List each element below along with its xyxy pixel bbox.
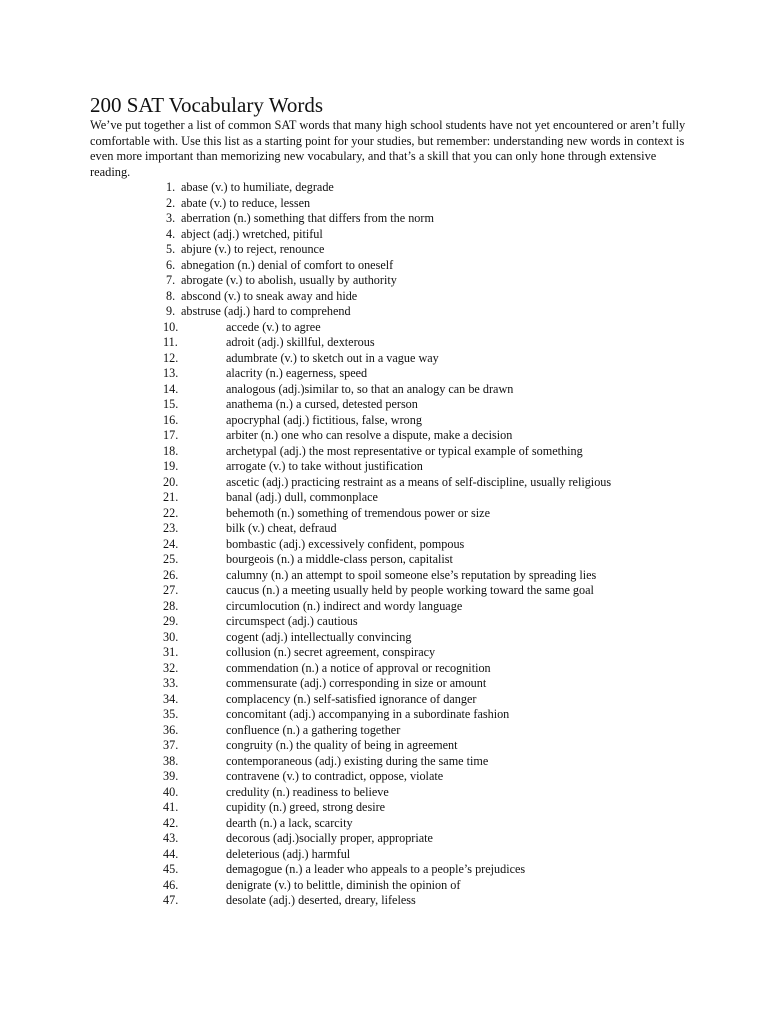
list-item-definition: complacency (n.) self-satisfied ignorance of danger bbox=[226, 691, 477, 706]
list-item-definition: cogent (adj.) intellectually convincing bbox=[226, 629, 412, 644]
list-item-number: 24. bbox=[163, 536, 179, 551]
list-item-number: 1. bbox=[166, 180, 176, 194]
list-item-definition: concomitant (adj.) accompanying in a subordinate fashion bbox=[226, 707, 510, 721]
list-item-number: 39. bbox=[163, 769, 179, 783]
list-item-definition: bombastic (adj.) excessively confident, pompous bbox=[226, 536, 465, 551]
list-item-definition: confluence (n.) a gathering together bbox=[226, 722, 401, 737]
list-item-number: 47. bbox=[163, 893, 179, 907]
list-item-number: 35. bbox=[163, 707, 179, 721]
list-item-definition: contemporaneous (adj.) existing during the same time bbox=[226, 753, 489, 768]
list-item-definition: accede (v.) to agree bbox=[226, 319, 321, 334]
list-item-number: 44. bbox=[163, 846, 179, 861]
list-item-number: 37. bbox=[163, 738, 179, 752]
list-item-definition: abstruse (adj.) hard to comprehend bbox=[181, 304, 351, 318]
list-item-number: 2. bbox=[166, 195, 176, 210]
list-item-definition: dearth (n.) a lack, scarcity bbox=[226, 815, 353, 830]
list-item-definition: abnegation (n.) denial of comfort to oneself bbox=[181, 257, 394, 272]
list-item-definition: credulity (n.) readiness to believe bbox=[226, 784, 389, 799]
list-item-definition: demagogue (n.) a leader who appeals to a people’s prejudices bbox=[226, 862, 526, 876]
list-item-number: 3. bbox=[166, 211, 176, 225]
list-item-number: 15. bbox=[163, 397, 179, 411]
list-item-number: 22. bbox=[163, 505, 179, 520]
list-item-number: 46. bbox=[163, 877, 179, 892]
list-item-definition: apocryphal (adj.) fictitious, false, wrong bbox=[226, 412, 422, 427]
list-item-number: 10. bbox=[163, 319, 179, 334]
list-item-definition: ascetic (adj.) practicing restraint as a means of self-discipline, usually religious bbox=[226, 474, 612, 489]
list-item-definition: abjure (v.) to reject, renounce bbox=[181, 242, 325, 256]
document-title: 200 SAT Vocabulary Words bbox=[90, 93, 324, 117]
list-item-definition: circumlocution (n.) indirect and wordy language bbox=[226, 598, 463, 613]
list-item-number: 11. bbox=[163, 335, 178, 349]
list-item-definition: abate (v.) to reduce, lessen bbox=[181, 195, 311, 210]
list-item-definition: denigrate (v.) to belittle, diminish the opinion of bbox=[226, 877, 461, 892]
list-item-definition: circumspect (adj.) cautious bbox=[226, 614, 358, 628]
list-item-number: 19. bbox=[163, 459, 179, 473]
list-item-number: 34. bbox=[163, 691, 179, 706]
list-item-definition: arbiter (n.) one who can resolve a dispute, make a decision bbox=[226, 428, 513, 442]
list-item-number: 8. bbox=[166, 288, 176, 303]
list-item-number: 25. bbox=[163, 552, 179, 566]
list-item-definition: analogous (adj.)similar to, so that an analogy can be drawn bbox=[226, 381, 514, 396]
list-item-definition: abase (v.) to humiliate, degrade bbox=[181, 180, 334, 194]
list-item-definition: adumbrate (v.) to sketch out in a vague way bbox=[226, 350, 439, 365]
list-item-number: 6. bbox=[166, 257, 176, 272]
list-item-definition: anathema (n.) a cursed, detested person bbox=[226, 397, 418, 411]
list-item-definition: archetypal (adj.) the most representative or typical example of something bbox=[226, 443, 583, 458]
list-item-number: 38. bbox=[163, 753, 179, 768]
list-item-definition: arrogate (v.) to take without justification bbox=[226, 459, 423, 473]
list-item-number: 41. bbox=[163, 800, 179, 814]
list-item-number: 42. bbox=[163, 815, 179, 830]
list-item-definition: decorous (adj.)socially proper, appropriate bbox=[226, 831, 433, 845]
list-item-number: 23. bbox=[163, 521, 179, 535]
list-item-definition: deleterious (adj.) harmful bbox=[226, 846, 351, 861]
list-item-number: 33. bbox=[163, 676, 179, 690]
list-item-number: 45. bbox=[163, 862, 179, 876]
list-item-number: 14. bbox=[163, 381, 179, 396]
list-item-definition: contravene (v.) to contradict, oppose, violate bbox=[226, 769, 444, 783]
list-item-definition: commendation (n.) a notice of approval or recognition bbox=[226, 660, 491, 675]
list-item-definition: abscond (v.) to sneak away and hide bbox=[181, 288, 358, 303]
list-item-number: 7. bbox=[166, 273, 176, 287]
list-item-number: 27. bbox=[163, 583, 179, 597]
list-item-number: 40. bbox=[163, 784, 179, 799]
list-item-definition: abrogate (v.) to abolish, usually by authority bbox=[181, 273, 397, 287]
list-item-number: 12. bbox=[163, 350, 179, 365]
list-item-definition: bilk (v.) cheat, defraud bbox=[226, 521, 337, 535]
list-item-number: 18. bbox=[163, 443, 179, 458]
list-item-number: 32. bbox=[163, 660, 179, 675]
list-item-definition: banal (adj.) dull, commonplace bbox=[226, 490, 378, 504]
list-item-number: 43. bbox=[163, 831, 179, 845]
intro-paragraph: We’ve put together a list of common SAT words that many high school students have not yet encountered or aren’t fully comfortable with. Use this list as a starting point for your studies, but remember: understanding new words in context is even more important than memorizing new vocabulary, and that’s a skill that you can only hone through extensive reading. bbox=[90, 118, 686, 179]
list-item-number: 16. bbox=[163, 412, 179, 427]
list-item-definition: commensurate (adj.) corresponding in size or amount bbox=[226, 676, 487, 690]
list-item-definition: alacrity (n.) eagerness, speed bbox=[226, 366, 368, 380]
list-item-number: 9. bbox=[166, 304, 176, 318]
list-item-number: 21. bbox=[163, 490, 179, 504]
list-item-number: 5. bbox=[166, 242, 176, 256]
list-item-definition: abject (adj.) wretched, pitiful bbox=[181, 226, 323, 241]
list-item-definition: collusion (n.) secret agreement, conspiracy bbox=[226, 645, 436, 659]
list-item-definition: calumny (n.) an attempt to spoil someone else’s reputation by spreading lies bbox=[226, 567, 597, 582]
list-item-definition: caucus (n.) a meeting usually held by people working toward the same goal bbox=[226, 583, 594, 597]
list-item-number: 29. bbox=[163, 614, 179, 628]
list-item-definition: bourgeois (n.) a middle-class person, capitalist bbox=[226, 552, 453, 566]
list-item-number: 26. bbox=[163, 567, 179, 582]
list-item-definition: congruity (n.) the quality of being in agreement bbox=[226, 738, 458, 752]
list-item-number: 13. bbox=[163, 366, 179, 380]
list-item-number: 4. bbox=[166, 226, 176, 241]
list-item-definition: adroit (adj.) skillful, dexterous bbox=[226, 335, 375, 349]
list-item-definition: cupidity (n.) greed, strong desire bbox=[226, 800, 386, 814]
list-item-definition: desolate (adj.) deserted, dreary, lifeless bbox=[226, 893, 416, 907]
list-item-number: 31. bbox=[163, 645, 179, 659]
list-item-number: 30. bbox=[163, 629, 179, 644]
list-item-number: 20. bbox=[163, 474, 179, 489]
list-item-definition: behemoth (n.) something of tremendous power or size bbox=[226, 505, 490, 520]
list-item-definition: aberration (n.) something that differs from the norm bbox=[181, 211, 434, 225]
list-item-number: 36. bbox=[163, 722, 179, 737]
list-item-number: 17. bbox=[163, 428, 179, 442]
list-item-number: 28. bbox=[163, 598, 179, 613]
